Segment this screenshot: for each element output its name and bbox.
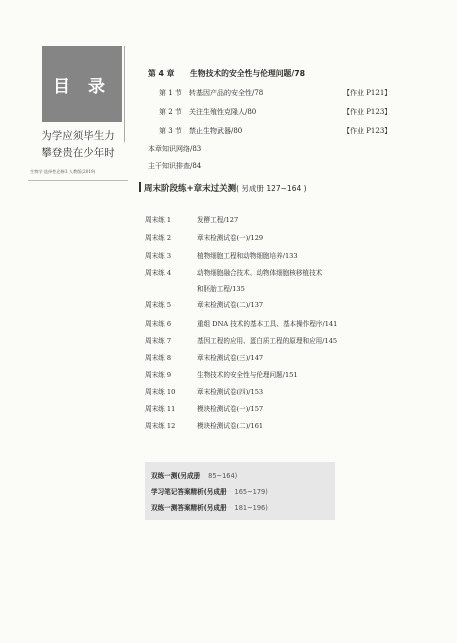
chapter-heading[interactable] (148, 68, 305, 79)
weekly-title: 章末检测试卷(二)/137 (197, 301, 264, 309)
knowledge-network-entry[interactable]: 本章知识网络/83 (148, 145, 202, 153)
weekly-entry[interactable] (145, 369, 298, 379)
weekly-entry[interactable] (145, 214, 238, 224)
weekly-title: 模块检测试卷(一)/157 (197, 405, 264, 413)
weekly-title: 基因工程的应用、蛋白质工程的原理和应用/145 (197, 337, 338, 345)
answer-entry[interactable] (151, 486, 268, 496)
header-bar (139, 182, 141, 192)
weekly-section-title: 周末阶段练+章末过关测 (144, 184, 237, 194)
weekly-title-continuation: 和胚胎工程/135 (197, 285, 245, 293)
section-label: 第 2 节 (159, 108, 182, 116)
weekly-label: 周末练 1 (145, 216, 172, 224)
weekly-title: 植物细胞工程和动物细胞培养/133 (197, 252, 298, 260)
slogan (30, 128, 126, 162)
weekly-label: 周末练 11 (145, 405, 176, 413)
toc-title: 目 录 (53, 76, 111, 97)
answer-title: 双练一测(另成册 (151, 472, 201, 480)
weekly-label: 周末练 12 (145, 422, 176, 430)
weekly-title: 章末检测试卷(四)/153 (197, 388, 264, 396)
section-entry[interactable] (159, 126, 242, 136)
weekly-title: 发酵工程/127 (197, 216, 239, 224)
weekly-label: 周末练 2 (145, 234, 172, 242)
weekly-label: 周末练 3 (145, 252, 172, 260)
weekly-entry[interactable] (145, 267, 322, 277)
section-entry[interactable] (159, 88, 263, 98)
answer-pages: 165~179) (234, 488, 268, 496)
answer-entry[interactable] (151, 470, 237, 480)
section-homework-tag: 【作业 P123】 (343, 127, 392, 135)
section-homework-tag: 【作业 P121】 (343, 89, 392, 97)
weekly-label: 周末练 4 (145, 269, 172, 277)
section-homework-tag: 【作业 P123】 (343, 108, 392, 116)
weekly-entry[interactable] (145, 335, 337, 345)
section-title: 禁止生物武器/80 (189, 127, 243, 135)
weekly-section-note: ( 另成册 127~164 ) (236, 184, 307, 193)
weekly-title: 生物技术的安全性与伦理问题/151 (197, 371, 298, 379)
weekly-entry[interactable] (145, 232, 263, 242)
answer-pages: 181~196) (234, 504, 268, 512)
section-label: 第 3 节 (159, 127, 182, 135)
chapter-title: 生物技术的安全性与伦理问题/78 (190, 69, 306, 78)
slogan-line-1: 为学应须毕生力 (41, 130, 115, 142)
weekly-entry[interactable] (145, 403, 263, 413)
answer-entry[interactable] (151, 502, 268, 512)
toc-title-block (42, 46, 122, 122)
book-subtitle-note: 生物学 选择性必修3 人教版(2019) (30, 169, 96, 174)
weekly-label: 周末练 5 (145, 301, 172, 309)
answer-pages: 85~164) (208, 472, 238, 480)
weekly-entry[interactable] (145, 420, 263, 430)
weekly-title: 模块检测试卷(二)/161 (197, 422, 264, 430)
weekly-title: 章末检测试卷(一)/129 (197, 234, 264, 242)
weekly-title: 章末检测试卷(三)/147 (197, 354, 264, 362)
weekly-entry[interactable] (145, 352, 263, 362)
answer-title: 双练一测答案精析(另成册 (151, 504, 227, 512)
weekly-label: 周末练 10 (145, 388, 176, 396)
weekly-entry[interactable] (145, 250, 298, 260)
weekly-title: 动物细胞融合技术、动物体细胞核移植技术 (197, 269, 323, 277)
sidebar-divider-horizontal (28, 180, 128, 181)
answer-title: 学习笔记答案精析(另成册 (151, 488, 227, 496)
slogan-line-2: 攀登贵在少年时 (41, 147, 115, 159)
weekly-label: 周末练 6 (145, 320, 172, 328)
chapter-number: 第 4 章 (148, 69, 175, 78)
key-knowledge-check-entry[interactable]: 主干知识排查/84 (148, 162, 202, 170)
weekly-label: 周末练 9 (145, 371, 172, 379)
section-entry[interactable] (159, 107, 256, 117)
weekly-title: 重组 DNA 技术的基本工具、基本操作程序/141 (197, 320, 338, 328)
weekly-entry[interactable] (145, 299, 263, 309)
weekly-label: 周末练 8 (145, 354, 172, 362)
weekly-entry[interactable] (145, 386, 263, 396)
weekly-label: 周末练 7 (145, 337, 172, 345)
weekly-entry[interactable] (145, 318, 337, 328)
weekly-section-header (139, 182, 307, 194)
section-title: 关注生殖性克隆人/80 (189, 108, 257, 116)
section-label: 第 1 节 (159, 89, 182, 97)
section-title: 转基因产品的安全性/78 (189, 89, 264, 97)
